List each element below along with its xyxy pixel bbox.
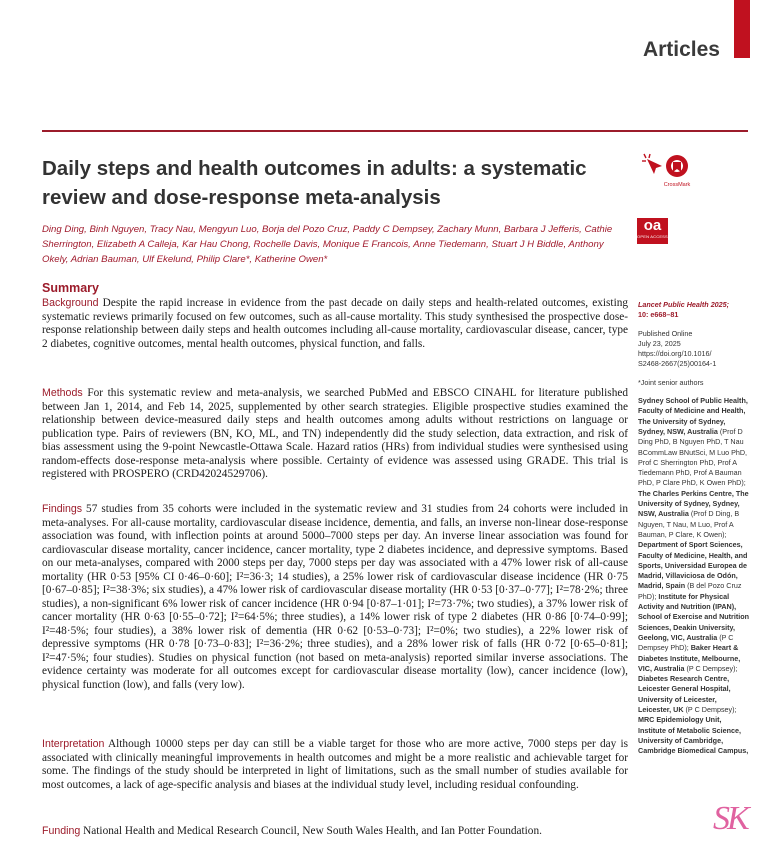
author-list: Ding Ding, Binh Nguyen, Tracy Nau, Mengyun Luo, Borja del Pozo Cruz, Paddy C Dempsey, Zachary Munn, Barbara J Jefferis, Cathie Sherrington, Elizabeth A Calleja, Kar Hau Chong, Rochelle Davis, Monique E Francois, Anne Tiedemann, Stuart J H Biddle, Anthony Okely, Adrian Bauman, Ulf Ekelund, Philip Clare*, Katherine Owen* <box>42 224 613 265</box>
findings-label: Findings <box>42 503 83 515</box>
affiliation-people: (P C Dempsey PhD); <box>638 632 734 653</box>
abstract-findings <box>42 503 628 692</box>
journal-volume: 10: e668–81 <box>638 310 679 320</box>
header-color-bar <box>734 0 750 58</box>
methods-label: Methods <box>42 387 83 399</box>
interpretation-text: Although 10000 steps per day can still be a viable target for those who are more active, 7000 steps per day is associated with clinically meaningful improvements in health outcomes and might be a more realistic and achievable target for some. The findings of the study should be interpreted in light of limitations, such as the small number of studies available for most outcomes, a lack of age-specific analysis and biases at the individual study level, including residual confounding. <box>42 738 629 791</box>
affiliation-name: Institute for Physical Activity and Nutrition (IPAN), School of Exercise and Nutrition Sciences, Deakin University, Geelong, VIC, Australia <box>638 591 750 642</box>
crossmark-label: CrossMark <box>663 182 691 188</box>
affiliation-name: MRC Epidemiology Unit, Institute of Metabolic Science, University of Cambridge, Cambridge Biomedical Campus, <box>638 715 749 756</box>
open-access-letters: oa <box>643 217 662 234</box>
background-label: Background <box>42 297 99 309</box>
doi-link-line-2[interactable]: S2468-2667(25)00164-1 <box>638 359 717 369</box>
affiliation-name: Department of Sport Sciences, Faculty of Medicine, Health, and Sports, Universidad Europea de Madrid, Villaviciosa de Odón, Madrid, Spain <box>638 540 748 591</box>
abstract-background <box>42 297 628 351</box>
abstract-interpretation <box>42 738 628 792</box>
affiliation-people: (Prof D Ding PhD, B Nguyen PhD, T Nau BCommLaw BNutSci, M Luo PhD, Prof C Sherrington PhD, Prof A Tiedemann PhD, Prof A Bauman PhD, P Clare PhD, K Owen PhD); <box>638 426 748 488</box>
handwritten-initials-stamp: SK <box>713 800 747 837</box>
affiliation-name: Diabetes Research Centre, Leicester General Hospital, University of Leicester, Leicester, UK <box>638 674 731 714</box>
affiliation-name: The Charles Perkins Centre, The University of Sydney, Sydney, NSW, Australia <box>638 488 749 519</box>
published-online-label: Published Online <box>638 328 693 338</box>
affiliations <box>638 396 750 756</box>
header-rule <box>42 130 748 132</box>
article-sidebar <box>638 300 750 756</box>
abstract-funding <box>42 825 628 839</box>
funding-text: National Health and Medical Research Council, New South Wales Health, and Ian Potter Foundation. <box>83 825 542 837</box>
open-access-label: OPEN ACCESS <box>637 234 668 239</box>
findings-text: 57 studies from 35 cohorts were included in the systematic review and 31 studies from 24 cohorts were included in meta-analyses. For all-cause mortality, cardiovascular disease incidence, dementia, and falls, an inverse non-linear dose-response association was found, with inflection points at around 5000–7000 steps per day. An inverse linear association was found for cardiovascular disease mortality, cancer incidence, cancer mortality, type 2 diabetes incidence, and depressive symptoms. Based on our meta-analyses, compared with 2000 steps per day, 7000 steps per day was associated with a 47% lower risk of all-cause mortality (HR 0·53 [95% CI 0·46–0·60]; I²=36·3; 14 studies), a 25% lower risk of cardiovascular disease incidence (HR 0·75 [0·67–0·85]; I²=38·3%; six studies), a 47% lower risk of cardiovascular disease mortality (HR 0·53 [0·37–0·77]; I²=78·2%; three studies), a non-significant 6% lower risk of cancer incidence (HR 0·94 [0·87–1·01]; I²=73·7%; two studies), a 37% lower risk of cancer mortality (HR 0·63 [0·55–0·72]; I²=64·5%; three studies), a 14% lower risk of type 2 diabetes (HR 0·86 [0·74–0·99]; I²=48·5%; four studies), a 38% lower risk of dementia (HR 0·62 [0·53–0·73]; I²=0%; two studies), a 22% lower risk of depressive symptoms (HR 0·78 [0·73–0·83]; I²=36·2%; three studies), and a 28% lower risk of falls (HR 0·72 [0·65–0·81]; I²=47·5%; four studies). Studies on physical function (not based on meta-analysis) reported similar inverse associations. The evidence certainty was moderate for all outcomes except for cardiovascular disease mortality (low), cancer incidence (low), physical function (low), and falls (very low). <box>42 503 628 691</box>
summary-heading: Summary <box>42 281 99 295</box>
article-title: Daily steps and health outcomes in adults: a systematic review and dose-response meta-analysis <box>42 157 587 209</box>
affiliation-people: (B del Pozo Cruz PhD); <box>638 581 742 601</box>
affiliation-name: Sydney School of Public Health, Faculty of Medicine and Health, The University of Sydney, Sydney, NSW, Australia <box>638 396 748 436</box>
affiliation-people: (Prof D Ding, B Nguyen, T Nau, M Luo, Prof A Bauman, P Clare, K Owen); <box>638 509 740 539</box>
funding-label: Funding <box>42 825 81 837</box>
affiliation-people: (P C Dempsey); <box>684 663 738 673</box>
interpretation-label: Interpretation <box>42 738 105 750</box>
background-text: Despite the rapid increase in evidence from the past decade on daily steps and health-related outcomes, existing systematic reviews primarily focused on few outcomes, such as all-cause mortality. This study synthesised the prospective dose-response relationship between daily steps and health outcomes including all-cause mortality, cardiovascular disease, cancer, type 2 diabetes, cognitive outcomes, mental health outcomes, physical function, and falls. <box>42 297 628 350</box>
affiliation-people: (P C Dempsey); <box>683 704 737 714</box>
doi-link-line-1[interactable]: https://doi.org/10.1016/ <box>638 349 712 359</box>
affiliation-name: Baker Heart & Diabetes Institute, Melbourne, VIC, Australia <box>638 643 741 673</box>
joint-author-note: *Joint senior authors <box>638 377 704 387</box>
abstract-methods <box>42 387 628 482</box>
journal-citation: Lancet Public Health 2025; <box>638 300 730 309</box>
methods-text: For this systematic review and meta-analysis, we searched PubMed and EBSCO CINAHL for literature published between Jan 1, 2014, and Feb 14, 2025, supplemented by other search strategies. Eligible prospective studies examined the relationship between device-measured daily steps and health outcomes among adults without restrictions on language or publication type. Pairs of reviewers (BN, KO, ML, and TN) independently did the study selection, data extraction, and risk of bias assessment using the 9-point Newcastle-Ottawa Scale. Hazard ratios (HRs) from individual studies were synthesised using random-effects dose-response meta-analysis where possible. Certainty of evidence was assessed using GRADE. This trial is registered with PROSPERO (CRD42024529706). <box>42 387 629 480</box>
published-date: July 23, 2025 <box>638 338 681 348</box>
section-label: Articles <box>642 38 720 61</box>
open-access-badge <box>637 218 668 244</box>
crossmark-icon[interactable] <box>640 152 696 190</box>
